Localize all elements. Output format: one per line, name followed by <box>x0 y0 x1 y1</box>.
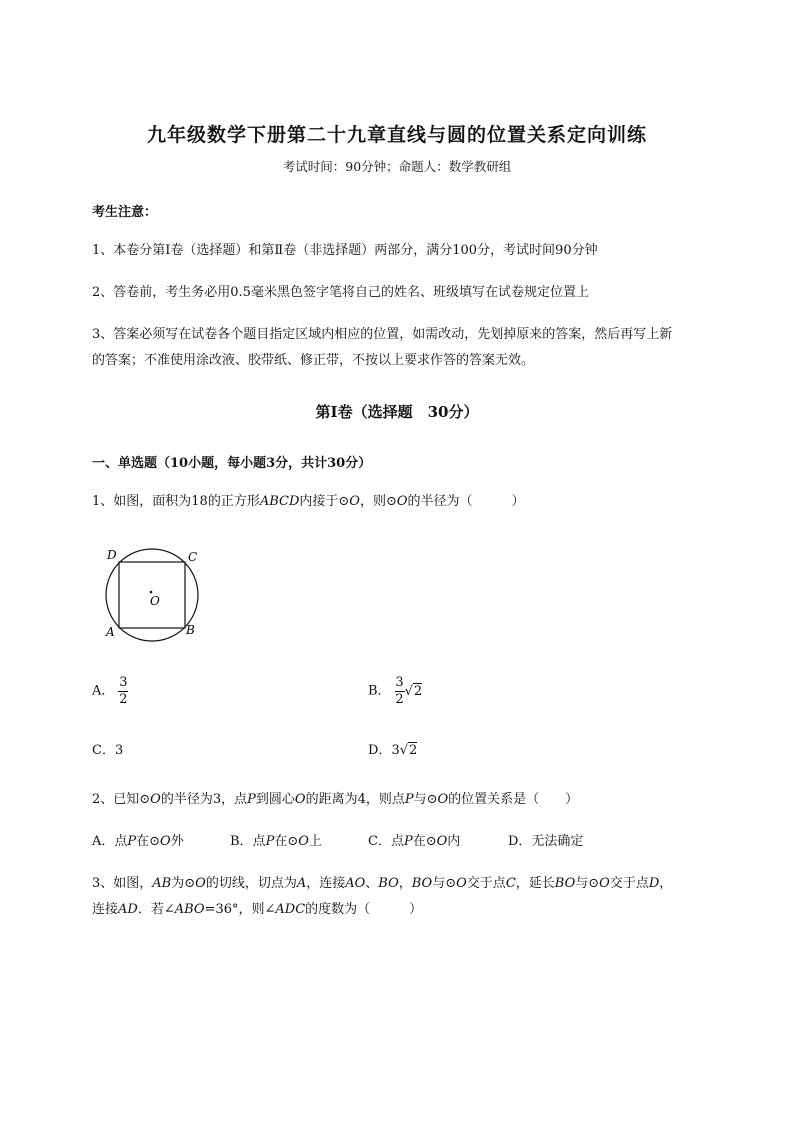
math-variable: BO <box>378 876 399 891</box>
q2-option-a[interactable]: A．点P在⊙O外 <box>92 834 184 849</box>
text-run: 3、如图， <box>92 876 153 891</box>
sqrt-icon: √2 <box>399 743 418 758</box>
notice-item-3: 3、答案必须写在试卷各个题目指定区域内相应的位置，如需改动，先划掉原来的答案，然后再写上新 <box>92 327 673 342</box>
math-variable: O <box>456 876 467 891</box>
text-run: 的度数为（ ） <box>305 902 423 917</box>
circle-square-diagram <box>100 545 210 645</box>
q2-option-d[interactable]: D．无法确定 <box>508 834 584 849</box>
sqrt-icon: √2 <box>404 683 423 699</box>
math-variable: O <box>599 876 610 891</box>
label-b: B <box>186 623 195 637</box>
q1-option-a[interactable]: A． $\frac{3}{2}$ <box>92 675 128 707</box>
math-variable: BO <box>554 876 576 891</box>
question-1-stem: 1、如图，面积为18的正方形ABCD内接于⊙O，则⊙O的半径为（ ） <box>92 494 525 509</box>
exam-info: 考试时间：90分钟；命题人：数学教研组 <box>282 159 512 174</box>
label-d: D <box>107 548 117 562</box>
math-variable: ABO <box>174 902 205 917</box>
text-run: 的切线，切点为 <box>205 876 297 891</box>
text-run: ， <box>659 876 673 891</box>
label-a: A <box>106 625 115 639</box>
text-run: 交于点 <box>609 876 649 891</box>
text-run: 连接 <box>92 902 119 917</box>
notice-heading: 考生注意： <box>92 205 158 220</box>
q1-option-c[interactable]: C．3 <box>92 743 124 758</box>
label-c: C <box>188 550 198 564</box>
q1-option-d[interactable]: D．3√2 <box>368 741 417 761</box>
question-3-line-1 <box>92 874 672 894</box>
q2-option-c[interactable]: C．点P在⊙O内 <box>368 834 461 849</box>
text-run: 与⊙ <box>575 876 600 891</box>
math-variable: BO <box>411 876 433 891</box>
text-run: 为⊙ <box>171 876 196 891</box>
text-run: 交于点 <box>466 876 506 891</box>
math-variable: AD <box>118 902 138 917</box>
math-variable: ADC <box>275 902 306 917</box>
text-run: =36°，则∠ <box>204 902 276 917</box>
q1-option-b[interactable]: B． $\frac{3}{2}$ √2 <box>368 675 423 707</box>
math-variable: AO <box>345 876 366 891</box>
text-run: ．若∠ <box>137 902 175 917</box>
math-variable: AB <box>152 876 172 891</box>
math-variable: O <box>195 876 206 891</box>
text-run: ，连接 <box>306 876 346 891</box>
section-title: 第I卷（选择题 30分） <box>315 403 479 421</box>
label-o: O <box>150 594 160 608</box>
part-heading: 一、单选题（10小题，每小题3分，共计30分） <box>92 456 372 471</box>
text-run: ，延长 <box>515 876 555 891</box>
math-variable: A <box>296 876 307 891</box>
question-3-line-2 <box>92 900 422 920</box>
notice-item-3-cont: 的答案；不准使用涂改液、胶带纸、修正带，不按以上要求作答的答案无效。 <box>92 353 535 368</box>
q2-option-b[interactable]: B．点P在⊙O上 <box>230 834 322 849</box>
text-run: 与⊙ <box>432 876 457 891</box>
math-variable: D <box>648 876 660 891</box>
notice-item-1: 1、本卷分第I卷（选择题）和第Ⅱ卷（非选择题）两部分，满分100分，考试时间90分钟 <box>92 243 598 258</box>
text-run: ， <box>398 876 412 891</box>
notice-item-2: 2、答卷前，考生务必用0.5毫米黑色签字笔将自己的姓名、班级填写在试卷规定位置上 <box>92 285 589 300</box>
text-run: 、 <box>365 876 379 891</box>
center-point <box>150 591 153 594</box>
question-2-stem: 2、已知⊙O的半径为3，点P到圆心O的距离为4，则点P与⊙O的位置关系是（ ） <box>92 792 579 807</box>
math-variable: C <box>505 876 516 891</box>
page-title: 九年级数学下册第二十九章直线与圆的位置关系定向训练 <box>146 124 647 146</box>
